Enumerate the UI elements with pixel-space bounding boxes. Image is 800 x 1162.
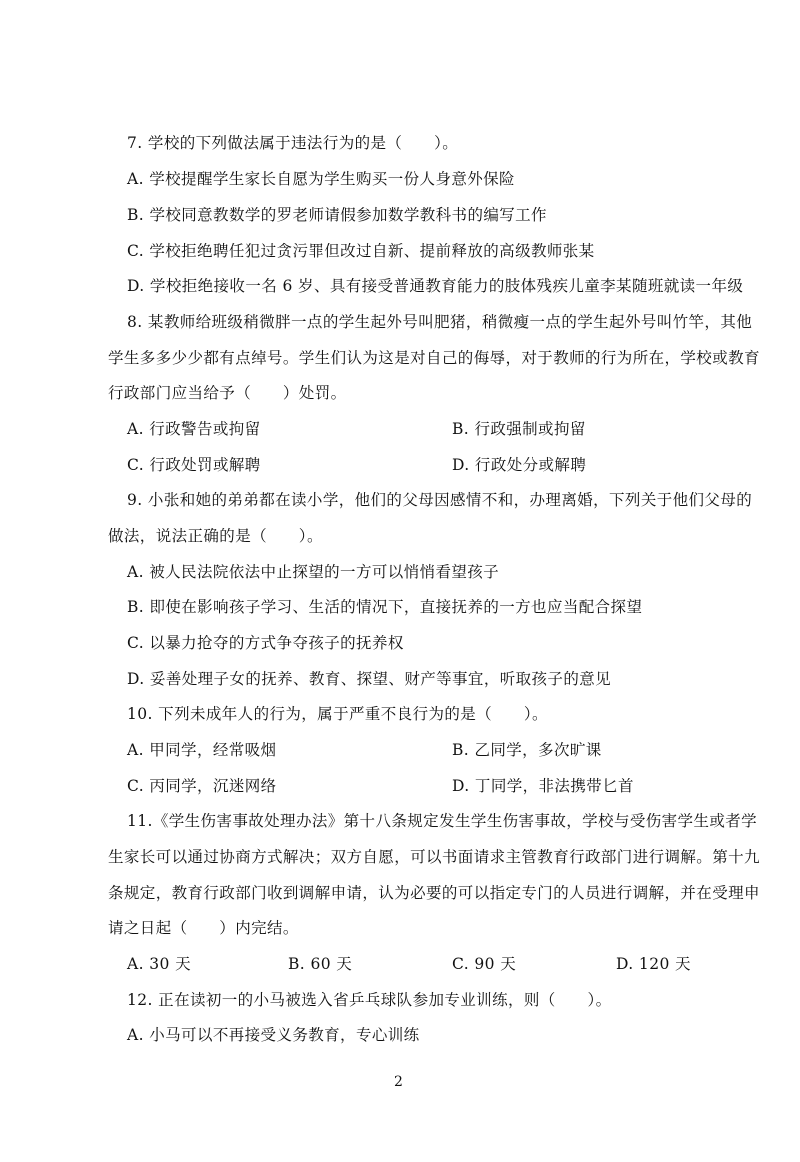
question-11-option-a: A. 30 天 <box>127 955 191 973</box>
question-10-stem: 10. 下列未成年人的行为，属于严重不良行为的是（ ）。 <box>127 705 548 723</box>
question-11-stem-line-2: 生家长可以通过协商方式解决；双方自愿，可以书面请求主管教育行政部门进行调解。第十九 <box>108 848 760 866</box>
question-7-option-d: D. 学校拒绝接收一名 6 岁、具有接受普通教育能力的肢体残疾儿童李某随班就读一年级 <box>127 277 744 295</box>
question-12-option-a: A. 小马可以不再接受义务教育，专心训练 <box>127 1026 420 1044</box>
question-8-option-b: B. 行政强制或拘留 <box>452 420 586 438</box>
page-number: 2 <box>394 1074 403 1090</box>
question-7-stem: 7. 学校的下列做法属于违法行为的是（ ）。 <box>127 134 459 152</box>
question-10-option-a: A. 甲同学，经常吸烟 <box>127 741 277 759</box>
question-9-option-b: B. 即使在影响孩子学习、生活的情况下，直接抚养的一方也应当配合探望 <box>127 598 643 616</box>
question-9-option-a: A. 被人民法院依法中止探望的一方可以悄悄看望孩子 <box>127 563 500 581</box>
question-9-option-c: C. 以暴力抢夺的方式争夺孩子的抚养权 <box>127 634 404 652</box>
question-8-stem-line-3: 行政部门应当给予（ ）处罚。 <box>108 384 347 402</box>
question-11-option-c: C. 90 天 <box>452 955 517 973</box>
question-11-option-d: D. 120 天 <box>616 955 691 973</box>
question-8-stem-line-2: 学生多多少少都有点绰号。学生们认为这是对自己的侮辱，对于教师的行为所在，学校或教育 <box>108 349 760 367</box>
question-7-option-c: C. 学校拒绝聘任犯过贪污罪但改过自新、提前释放的高级教师张某 <box>127 242 595 260</box>
question-7-option-b: B. 学校同意教数学的罗老师请假参加数学教科书的编写工作 <box>127 206 547 224</box>
question-10-option-c: C. 丙同学，沉迷网络 <box>127 777 277 795</box>
question-10-option-d: D. 丁同学，非法携带匕首 <box>452 777 634 795</box>
question-8-option-c: C. 行政处罚或解聘 <box>127 456 261 474</box>
question-11-stem-line-4: 请之日起（ ）内完结。 <box>108 919 299 937</box>
question-8-stem-line-1: 8. 某教师给班级稍微胖一点的学生起外号叫肥猪，稍微瘦一点的学生起外号叫竹竿，其他 <box>127 313 753 331</box>
question-11-stem-line-3: 条规定，教育行政部门收到调解申请，认为必要的可以指定专门的人员进行调解，并在受理申 <box>108 884 760 902</box>
question-9-stem-line-2: 做法，说法正确的是（ ）。 <box>108 527 323 545</box>
question-8-option-a: A. 行政警告或拘留 <box>127 420 261 438</box>
question-11-option-b: B. 60 天 <box>288 955 353 973</box>
question-9-stem-line-1: 9. 小张和她的弟弟都在读小学，他们的父母因感情不和，办理离婚，下列关于他们父母的 <box>127 491 753 509</box>
question-8-option-d: D. 行政处分或解聘 <box>452 456 587 474</box>
question-10-option-b: B. 乙同学，多次旷课 <box>452 741 602 759</box>
question-7-option-a: A. 学校提醒学生家长自愿为学生购买一份人身意外保险 <box>127 170 515 188</box>
question-12-stem: 12. 正在读初一的小马被选入省乒乓球队参加专业训练，则（ ）。 <box>127 991 612 1009</box>
question-9-option-d: D. 妥善处理子女的抚养、教育、探望、财产等事宜，听取孩子的意见 <box>127 670 612 688</box>
question-11-stem-line-1: 11.《学生伤害事故处理办法》第十八条规定发生学生伤害事故，学校与受伤害学生或者学 <box>127 812 758 830</box>
